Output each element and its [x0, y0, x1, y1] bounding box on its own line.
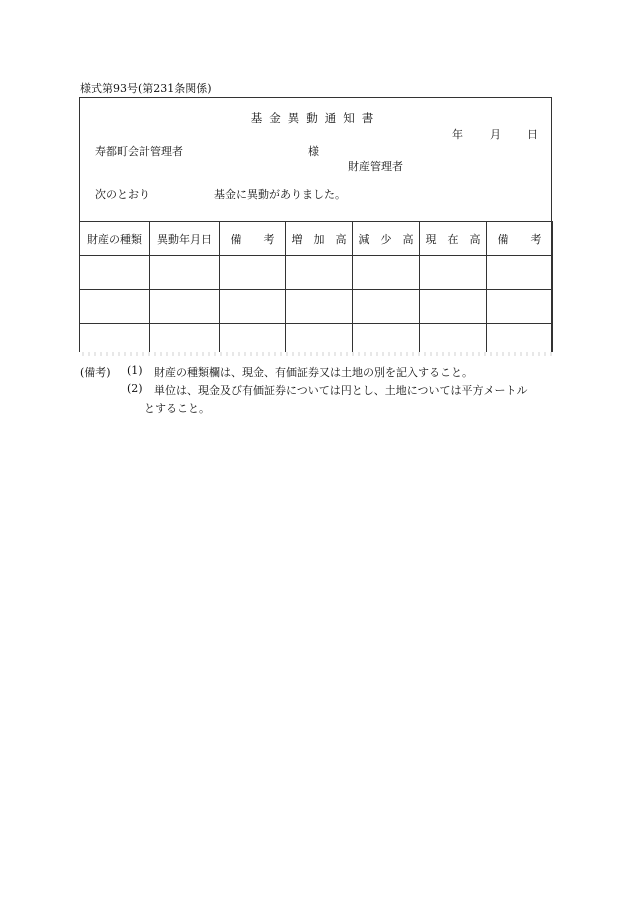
- col-header-current: 現 在 高: [420, 222, 487, 256]
- col-header-property-type: 財産の種類: [80, 222, 150, 256]
- table-cell[interactable]: [487, 290, 553, 324]
- table-cell[interactable]: [220, 290, 286, 324]
- notes-label: (備考): [80, 366, 111, 379]
- fund-change-table: [79, 221, 553, 358]
- note-2-continuation: とすること。: [144, 402, 210, 415]
- col-header-increase: 増 加 高: [286, 222, 353, 256]
- notice-form: [79, 97, 552, 355]
- sender: 財産管理者: [348, 160, 403, 173]
- table-cell[interactable]: [286, 256, 353, 290]
- table-cell[interactable]: [220, 256, 286, 290]
- table-cell[interactable]: [286, 290, 353, 324]
- table-cell[interactable]: [150, 290, 220, 324]
- table-row: [80, 290, 553, 324]
- intro-tail: 基金に異動がありました。: [214, 188, 346, 201]
- col-header-decrease: 減 少 高: [353, 222, 420, 256]
- table-cell[interactable]: [80, 256, 150, 290]
- table-cell[interactable]: [487, 256, 553, 290]
- note-1-text: 財産の種類欄は、現金、有価証券又は土地の別を記入すること。: [154, 366, 473, 379]
- table-cell[interactable]: [353, 290, 420, 324]
- note-2-text: 単位は、現金及び有価証券については円とし、土地については平方メートル: [154, 384, 528, 397]
- table-cell[interactable]: [353, 256, 420, 290]
- table-cell[interactable]: [150, 256, 220, 290]
- note-1-number: (1): [127, 364, 143, 377]
- form-title: 基金異動通知書: [250, 111, 381, 125]
- table-cell[interactable]: [420, 290, 487, 324]
- col-header-remarks-2: 備 考: [487, 222, 553, 256]
- intro-lead: 次のとおり: [95, 188, 150, 201]
- addressee: 寿都町会計管理者: [95, 145, 183, 158]
- form-number: 様式第93号(第231条関係): [80, 82, 212, 95]
- honorific: 様: [308, 145, 319, 158]
- table-row: [80, 256, 553, 290]
- note-2-number: (2): [127, 382, 143, 395]
- col-header-remarks-1: 備 考: [220, 222, 286, 256]
- date-day-label: 日: [527, 128, 538, 141]
- table-header-row: [80, 222, 553, 256]
- table-cell[interactable]: [420, 256, 487, 290]
- date-year-label: 年: [452, 128, 463, 141]
- table-cell[interactable]: [80, 290, 150, 324]
- date-month-label: 月: [490, 128, 501, 141]
- col-header-change-date: 異動年月日: [150, 222, 220, 256]
- tear-edge-mask: [78, 356, 554, 362]
